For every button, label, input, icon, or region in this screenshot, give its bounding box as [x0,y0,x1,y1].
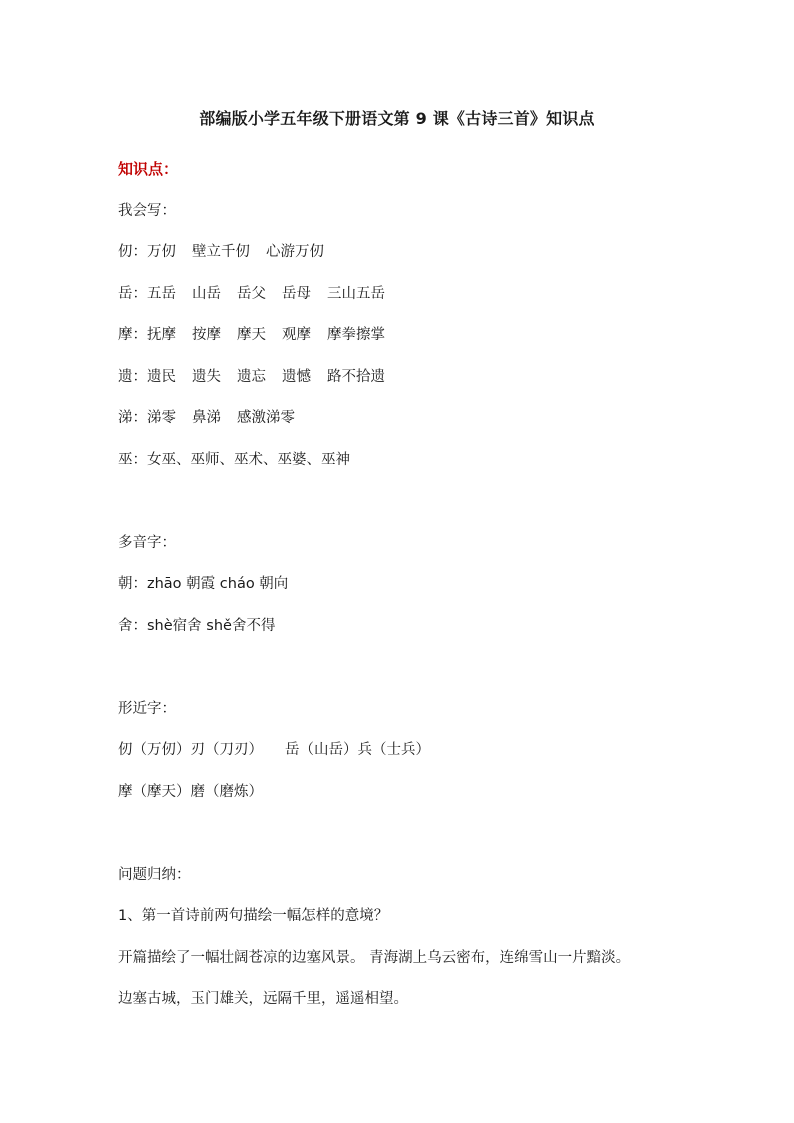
write-item-ren: 仞：万仞 壁立千仞 心游万仞 [118,244,324,260]
answer-1-line-1: 开篇描绘了一幅壮阔苍凉的边塞风景。 青海湖上乌云密布，连绵雪山一片黯淡。 [118,949,631,966]
write-word: 路不拾遗 [327,368,385,385]
similar-line: 摩（摩天）磨（磨炼） [118,783,263,800]
write-char: 仞 [118,244,133,260]
write-word: 抚摩 [147,327,176,343]
write-word: 万仞 [147,244,176,260]
write-word: 山岳 [192,285,221,302]
polyphonic-line: 朝：zhāo 朝霞 cháo 朝向 [118,576,289,592]
write-item-yue: 岳：五岳 山岳 岳父 岳母 三山五岳 [118,285,385,302]
write-word: 岳父 [237,285,266,302]
write-word: 遗忘 [237,368,266,385]
questions-heading: 问题归纳： [118,866,191,883]
write-item-ti: 涕：涕零 鼻涕 感激涕零 [118,410,295,426]
similar-heading: 形近字： [118,700,176,717]
write-word: 遗憾 [282,368,311,385]
write-word: 三山五岳 [327,285,385,302]
blank-line [118,657,758,699]
write-word: 涕零 [147,410,176,426]
write-char: 涕 [118,410,133,426]
section-heading: 知识点： [118,160,179,178]
write-word: 心游万仞 [266,244,324,260]
write-word: 按摩 [192,327,221,343]
similar-pair: 岳（山岳）兵（士兵） [285,742,430,758]
write-word: 壁立千仞 [192,244,250,260]
write-word: 摩天 [237,327,266,343]
write-item-yi: 遗：遗民 遗失 遗忘 遗憾 路不拾遗 [118,368,385,385]
similar-line [118,740,758,760]
write-item-mo: 摩：抚摩 按摩 摩天 观摩 摩拳擦掌 [118,327,385,343]
question-1: 1、第一首诗前两句描绘一幅怎样的意境？ [118,908,389,924]
write-word: 五岳 [147,285,176,302]
write-word: 鼻涕 [192,410,221,426]
blank-line [118,823,758,865]
write-heading: 我会写： [118,202,176,219]
write-word: 观摩 [282,327,311,343]
write-char: 摩 [118,327,133,343]
write-char: 遗 [118,368,133,385]
write-word: 摩拳擦掌 [327,327,385,343]
blank-line [118,491,758,533]
polyphonic-heading: 多音字： [118,534,176,551]
write-word: 遗民 [147,368,176,385]
answer-1-line-2: 边塞古城，玉门雄关，远隔千里，遥遥相望。 [118,991,408,1007]
document-content [118,159,758,1031]
write-char: 岳 [118,285,133,302]
write-word: 岳母 [282,285,311,302]
write-word: 感激涕零 [237,410,295,426]
write-word: 遗失 [192,368,221,385]
page-title: 部编版小学五年级下册语文第 9 课《古诗三首》知识点 [199,109,595,128]
similar-pair: 仞（万仞）刃（刀刃） [118,742,263,758]
write-item-wu: 巫：女巫、巫师、巫术、巫婆、巫神 [118,451,350,468]
polyphonic-line: 舍：shè宿舍 shě舍不得 [118,617,276,634]
